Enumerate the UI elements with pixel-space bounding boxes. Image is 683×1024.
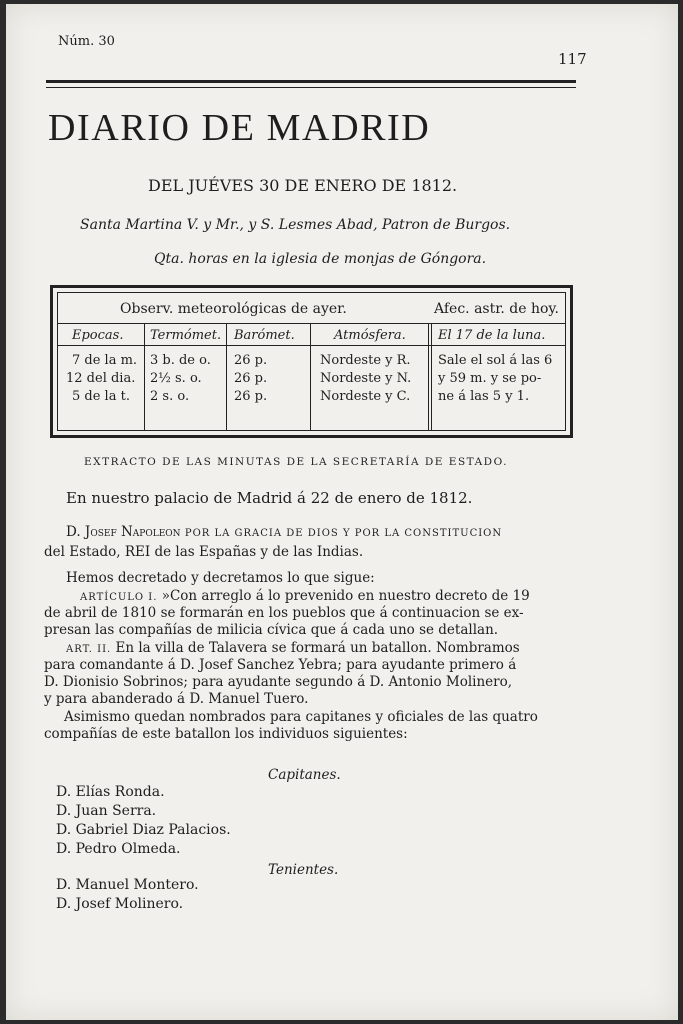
- astro-line-1: Sale el sol á las 6: [438, 353, 553, 368]
- capitan-3: D. Gabriel Diaz Palacios.: [56, 822, 231, 838]
- row1-atmosfera: Nordeste y R.: [320, 353, 411, 368]
- saints-line: Santa Martina V. y Mr., y S. Lesmes Abad, Patron de Burgos.: [80, 217, 511, 233]
- masthead-rule-thin: [46, 87, 576, 88]
- col-atmosfera: Atmósfera.: [334, 328, 406, 343]
- astro-heading: Afec. astr. de hoy.: [434, 301, 559, 317]
- art2-label: ART. II.: [66, 644, 112, 655]
- capitan-2: D. Juan Serra.: [56, 803, 157, 819]
- art1-line3: presan las compañías de milicia cívica que á cada uno se detallan.: [44, 622, 499, 638]
- row2-termometro: 2½ s. o.: [150, 371, 202, 386]
- teniente-2: D. Josef Molinero.: [56, 896, 184, 912]
- art2-line4: y para abanderado á D. Manuel Tuero.: [44, 691, 309, 707]
- art2-line3: D. Dionisio Sobrinos; para ayudante segundo á D. Antonio Molinero,: [44, 674, 513, 690]
- col-luna: El 17 de la luna.: [438, 328, 546, 343]
- col-termometro: Termómet.: [150, 328, 222, 343]
- art2-line1: En la villa de Talavera se formará un batallon. Nombramos: [115, 640, 520, 656]
- masthead-rule-thick: [46, 80, 576, 83]
- date-line: DEL JUÉVES 30 DE ENERO DE 1812.: [148, 176, 458, 195]
- capitanes-heading: Capitanes.: [268, 767, 341, 783]
- decree-intro: Hemos decretado y decretamos lo que sigue:: [66, 570, 375, 586]
- tenientes-heading: Tenientes.: [268, 862, 339, 878]
- row3-epoca: 5 de la t.: [72, 389, 130, 404]
- weather-table: [50, 285, 573, 438]
- extract-heading: EXTRACTO DE LAS MINUTAS DE LA SECRETARÍA DE ESTADO.: [84, 456, 508, 468]
- capitan-4: D. Pedro Olmeda.: [56, 841, 181, 857]
- art1-line1: »Con arreglo á lo prevenido en nuestro decreto de 19: [161, 588, 530, 604]
- row2-barometro: 26 p.: [234, 371, 268, 386]
- capitan-1: D. Elías Ronda.: [56, 784, 165, 800]
- palace-line: En nuestro palacio de Madrid á 22 de enero de 1812.: [66, 489, 473, 507]
- also-line-2: compañías de este batallon los individuos siguientes:: [44, 726, 408, 742]
- row3-atmosfera: Nordeste y C.: [320, 389, 411, 404]
- also-line-1: Asimismo quedan nombrados para capitanes y oficiales de las quatro: [64, 709, 538, 725]
- art1-label: ARTÍCULO I.: [80, 592, 158, 603]
- row2-atmosfera: Nordeste y N.: [320, 371, 412, 386]
- teniente-1: D. Manuel Montero.: [56, 877, 199, 893]
- king-title: POR LA GRACIA DE DIOS Y POR LA CONSTITUCION: [184, 528, 503, 539]
- king-name: D. Josef Napoleon: [66, 524, 181, 540]
- row1-epoca: 7 de la m.: [72, 353, 138, 368]
- art1-line2: de abril de 1810 se formarán en los pueblos que á continuacion se ex-: [44, 605, 524, 621]
- page-number: 117: [558, 50, 587, 68]
- row3-termometro: 2 s. o.: [150, 389, 190, 404]
- col-barometro: Barómet.: [234, 328, 295, 343]
- hours-line: Qta. horas en la iglesia de monjas de Góngora.: [154, 251, 487, 267]
- issue-number: Núm. 30: [58, 34, 115, 49]
- col-epocas: Epocas.: [72, 328, 124, 343]
- king-line-2: del Estado, REI de las Españas y de las Indias.: [44, 544, 364, 560]
- art2-line2: para comandante á D. Josef Sanchez Yebra; para ayudante primero á: [44, 657, 517, 673]
- newspaper-page: [6, 4, 678, 1020]
- row1-barometro: 26 p.: [234, 353, 268, 368]
- astro-line-2: y 59 m. y se po-: [438, 371, 542, 386]
- observ-heading: Observ. meteorológicas de ayer.: [120, 301, 347, 317]
- row1-termometro: 3 b. de o.: [150, 353, 211, 368]
- astro-line-3: ne á las 5 y 1.: [438, 389, 530, 404]
- row3-barometro: 26 p.: [234, 389, 268, 404]
- row2-epoca: 12 del dia.: [66, 371, 136, 386]
- masthead-title: DIARIO DE MADRID: [48, 107, 431, 149]
